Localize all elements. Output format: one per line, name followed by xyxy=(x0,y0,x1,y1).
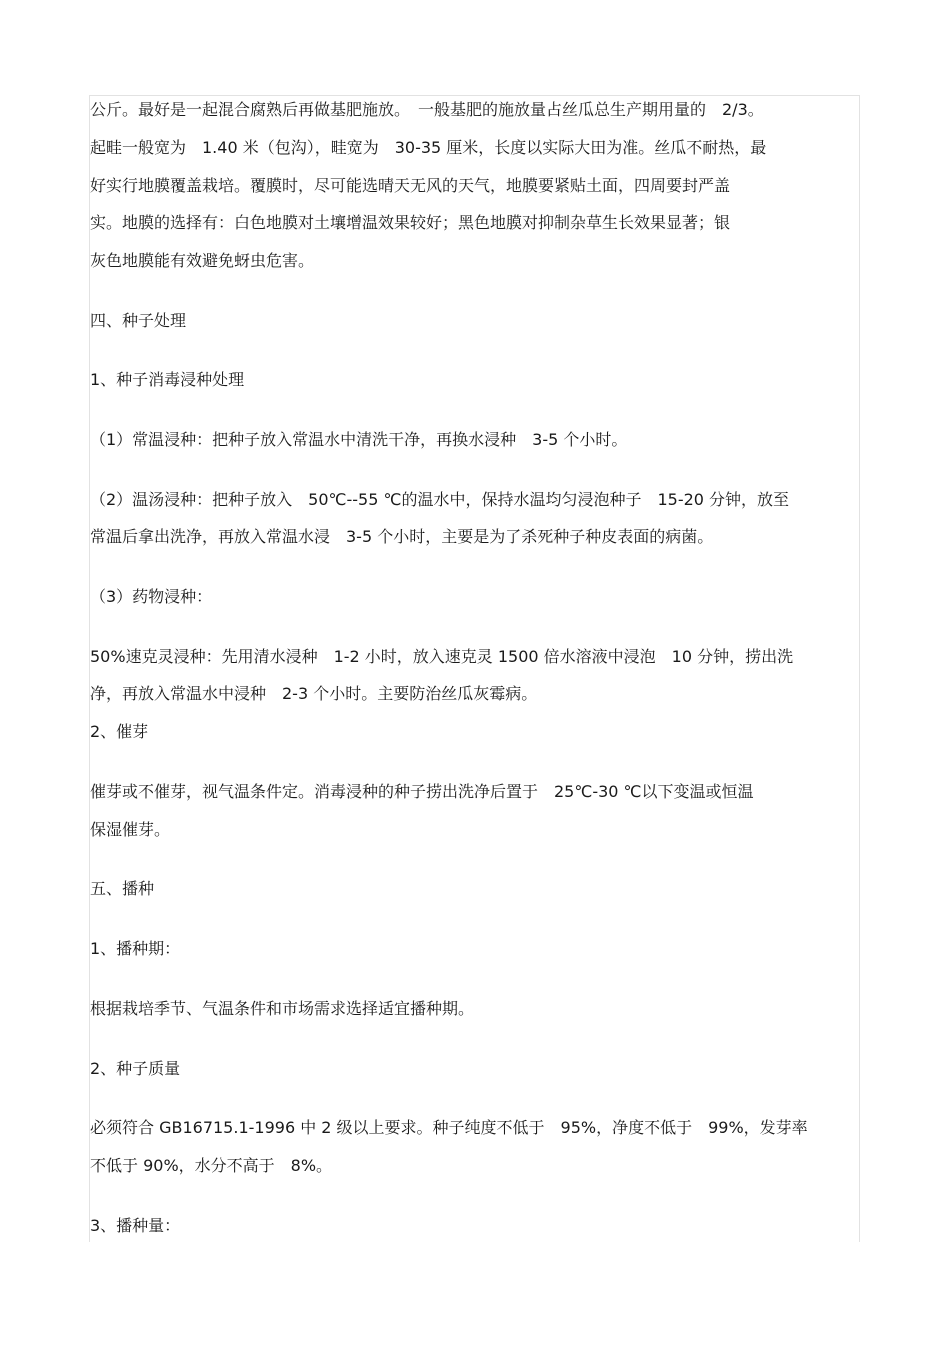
paragraph-line: （2）温汤浸种：把种子放入 50℃--55 ℃的温水中，保持水温均匀浸泡种子 15-20 分钟，放至 xyxy=(90,490,790,509)
subsection-heading: 1、播种期： xyxy=(90,939,181,958)
subsection-heading: 2、种子质量 xyxy=(90,1059,181,1078)
section-heading: 五、播种 xyxy=(90,879,155,898)
paragraph-line: 保湿催芽。 xyxy=(90,820,171,839)
paragraph-line: 好实行地膜覆盖栽培。覆膜时，尽可能选晴天无风的天气，地膜要紧贴土面，四周要封严盖 xyxy=(90,176,731,195)
paragraph-line: 不低于 90%，水分不高于 8%。 xyxy=(90,1156,333,1175)
paragraph-line: 起畦一般宽为 1.40 米（包沟），畦宽为 30-35 厘米，长度以实际大田为准。丝瓜不耐热，最 xyxy=(90,138,767,157)
paragraph-line: 催芽或不催芽，视气温条件定。消毒浸种的种子捞出洗净后置于 25℃-30 ℃以下变温或恒温 xyxy=(90,782,754,801)
paragraph-line: 净，再放入常温水中浸种 2-3 个小时。主要防治丝瓜灰霉病。 xyxy=(90,684,538,703)
subsection-heading: 3、播种量： xyxy=(90,1216,181,1235)
paragraph-line: 根据栽培季节、气温条件和市场需求选择适宜播种期。 xyxy=(90,999,475,1018)
paragraph-line: 实。地膜的选择有：白色地膜对土壤增温效果较好；黑色地膜对抑制杂草生长效果显著；银 xyxy=(90,213,731,232)
paragraph-line: 常温后拿出洗净，再放入常温水浸 3-5 个小时，主要是为了杀死种子种皮表面的病菌。 xyxy=(90,527,714,546)
paragraph-line: 50%速克灵浸种：先用清水浸种 1-2 小时，放入速克灵 1500 倍水溶液中浸泡 10 分钟，捞出洗 xyxy=(90,647,794,666)
paragraph-line: （1）常温浸种：把种子放入常温水中清洗干净，再换水浸种 3-5 个小时。 xyxy=(90,430,628,449)
paragraph-line: 公斤。最好是一起混合腐熟后再做基肥施放。 一般基肥的施放量占丝瓜总生产期用量的 2/3。 xyxy=(90,100,764,119)
subsection-heading: 2、催芽 xyxy=(90,722,149,741)
paragraph-line: 灰色地膜能有效避免蚜虫危害。 xyxy=(90,251,315,270)
paragraph-line: （3）药物浸种： xyxy=(90,587,213,606)
subsection-heading: 1、种子消毒浸种处理 xyxy=(90,370,245,389)
paragraph-line: 必须符合 GB16715.1-1996 中 2 级以上要求。种子纯度不低于 95%，净度不低于 99%，发芽率 xyxy=(90,1118,808,1137)
section-heading: 四、种子处理 xyxy=(90,311,187,330)
